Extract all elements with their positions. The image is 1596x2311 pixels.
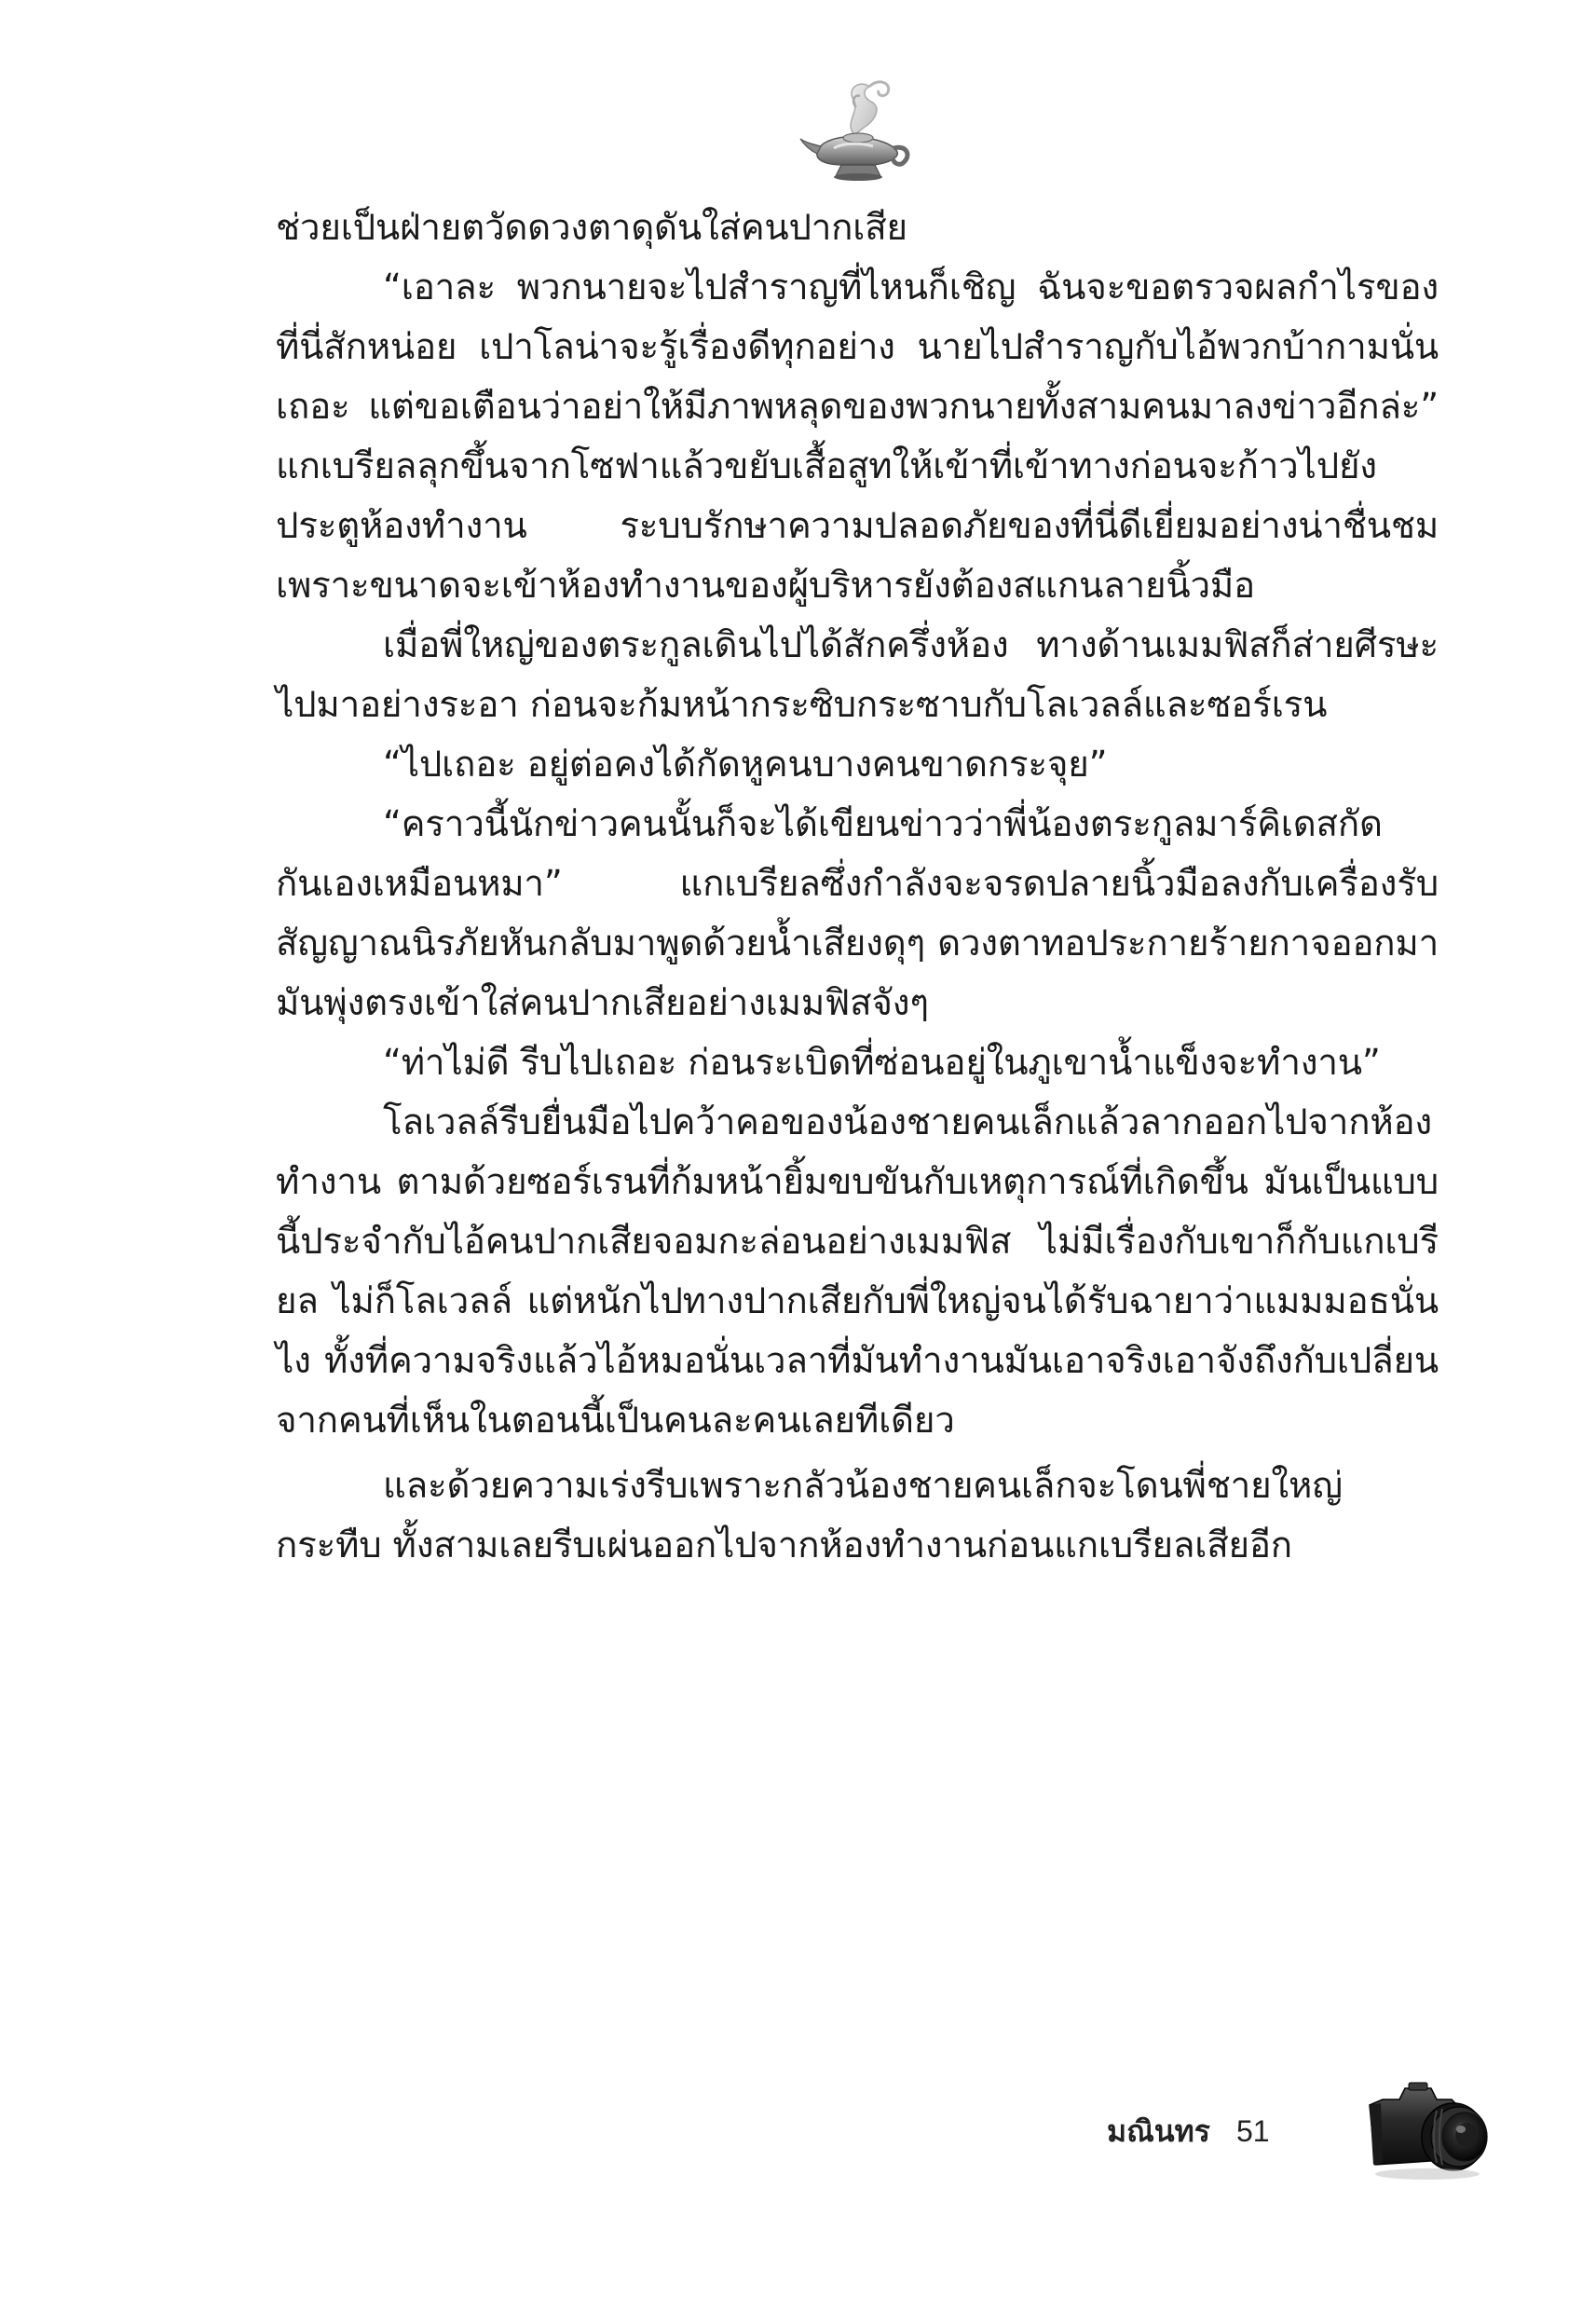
paragraph: “ท่าไม่ดี รีบไปเถอะ ก่อนระเบิดที่ซ่อนอยู่ในภูเขาน้ำแข็งจะทำงาน” [383,1042,1381,1084]
paragraph: โลเวลล์รีบยื่นมือไปคว้าคอของน้องชายคนเล็กแล้วลากออกไปจากห้องทำงาน ตามด้วยซอร์เรนที่ก้มหน้ายิ้มขบขันกับเหตุการณ์ที่เกิดขึ้น มันเป็นแบบนี้ประจำกับไอ้คนปากเสียจอมกะล่อนอย่างเมมฟิส ไม่มีเรื่องกับเขาก็กับแกเบรียล ไม่ก็โลเวลล์ แต่หนักไปทางปากเสียกับพี่ใหญ่จนได้รับฉายาว่าแมมมอธนั่นไง ทั้งที่ความจริงแล้วไอ้หมอนั่นเวลาที่มันทำงานมันเอาจริงเอาจังถึงกับเปลี่ยนจากคนที่เห็นในตอนนี้เป็นคนละคนเลยทีเดียว [276,1101,1439,1442]
page-footer [1107,2108,1270,2154]
magic-lamp-icon [797,70,918,191]
paragraph: “เอาละ พวกนายจะไปสำราญที่ไหนก็เชิญ ฉันจะขอตรวจผลกำไรของที่นี่สักหน่อย เปาโลน่าจะรู้เรื่องดีทุกอย่าง นายไปสำราญกับไอ้พวกบ้ากามนั่นเถอะ แต่ขอเตือนว่าอย่าให้มีภาพหลุดของพวกนายทั้งสามคนมาลงข่าวอีกล่ะ” แกเบรียลลุกขึ้นจากโซฟาแล้วขยับเสื้อสูทให้เข้าที่เข้าทางก่อนจะก้าวไปยังประตูห้องทำงาน ระบบรักษาความปลอดภัยของที่นี่ดีเยี่ยมอย่างน่าชื่นชม เพราะขนาดจะเข้าห้องทำงานของผู้บริหารยังต้องสแกนลายนิ้วมือ [276,267,1439,607]
paragraph: เมื่อพี่ใหญ่ของตระกูลเดินไปได้สักครึ่งห้อง ทางด้านเมมฟิสก็ส่ายศีรษะไปมาอย่างระอา ก่อนจะก้มหน้ากระซิบกระซาบกับโลเวลล์และซอร์เรน [276,624,1439,726]
paragraph: “คราวนี้นักข่าวคนนั้นก็จะได้เขียนข่าวว่าพี่น้องตระกูลมาร์คิเดสกัดกันเองเหมือนหมา” แกเบรียลซึ่งกำลังจะจรดปลายนิ้วมือลงกับเครื่องรับสัญญาณนิรภัยหันกลับมาพูดด้วยน้ำเสียงดุๆ ดวงตาทอประกายร้ายกาจออกมา มันพุ่งตรงเข้าใส่คนปากเสียอย่างเมมฟิสจังๆ [276,803,1439,1024]
paragraph: และด้วยความเร่งรีบเพราะกลัวน้องชายคนเล็กจะโดนพี่ชายใหญ่กระทืบ ทั้งสามเลยรีบเผ่นออกไปจากห้องทำงานก่อนแกเบรียลเสียอีก [276,1465,1343,1566]
paragraph: “ไปเถอะ อยู่ต่อคงได้กัดหูคนบางคนขาดกระจุย” [383,744,1108,786]
body-text [276,198,1439,1576]
page-number: 51 [1235,2113,1270,2148]
paragraph: ช่วยเป็นฝ่ายตวัดดวงตาดุดันใส่คนปากเสีย [276,207,907,249]
author-name: มณินทร [1107,2113,1210,2149]
camera-icon [1362,2073,1493,2185]
